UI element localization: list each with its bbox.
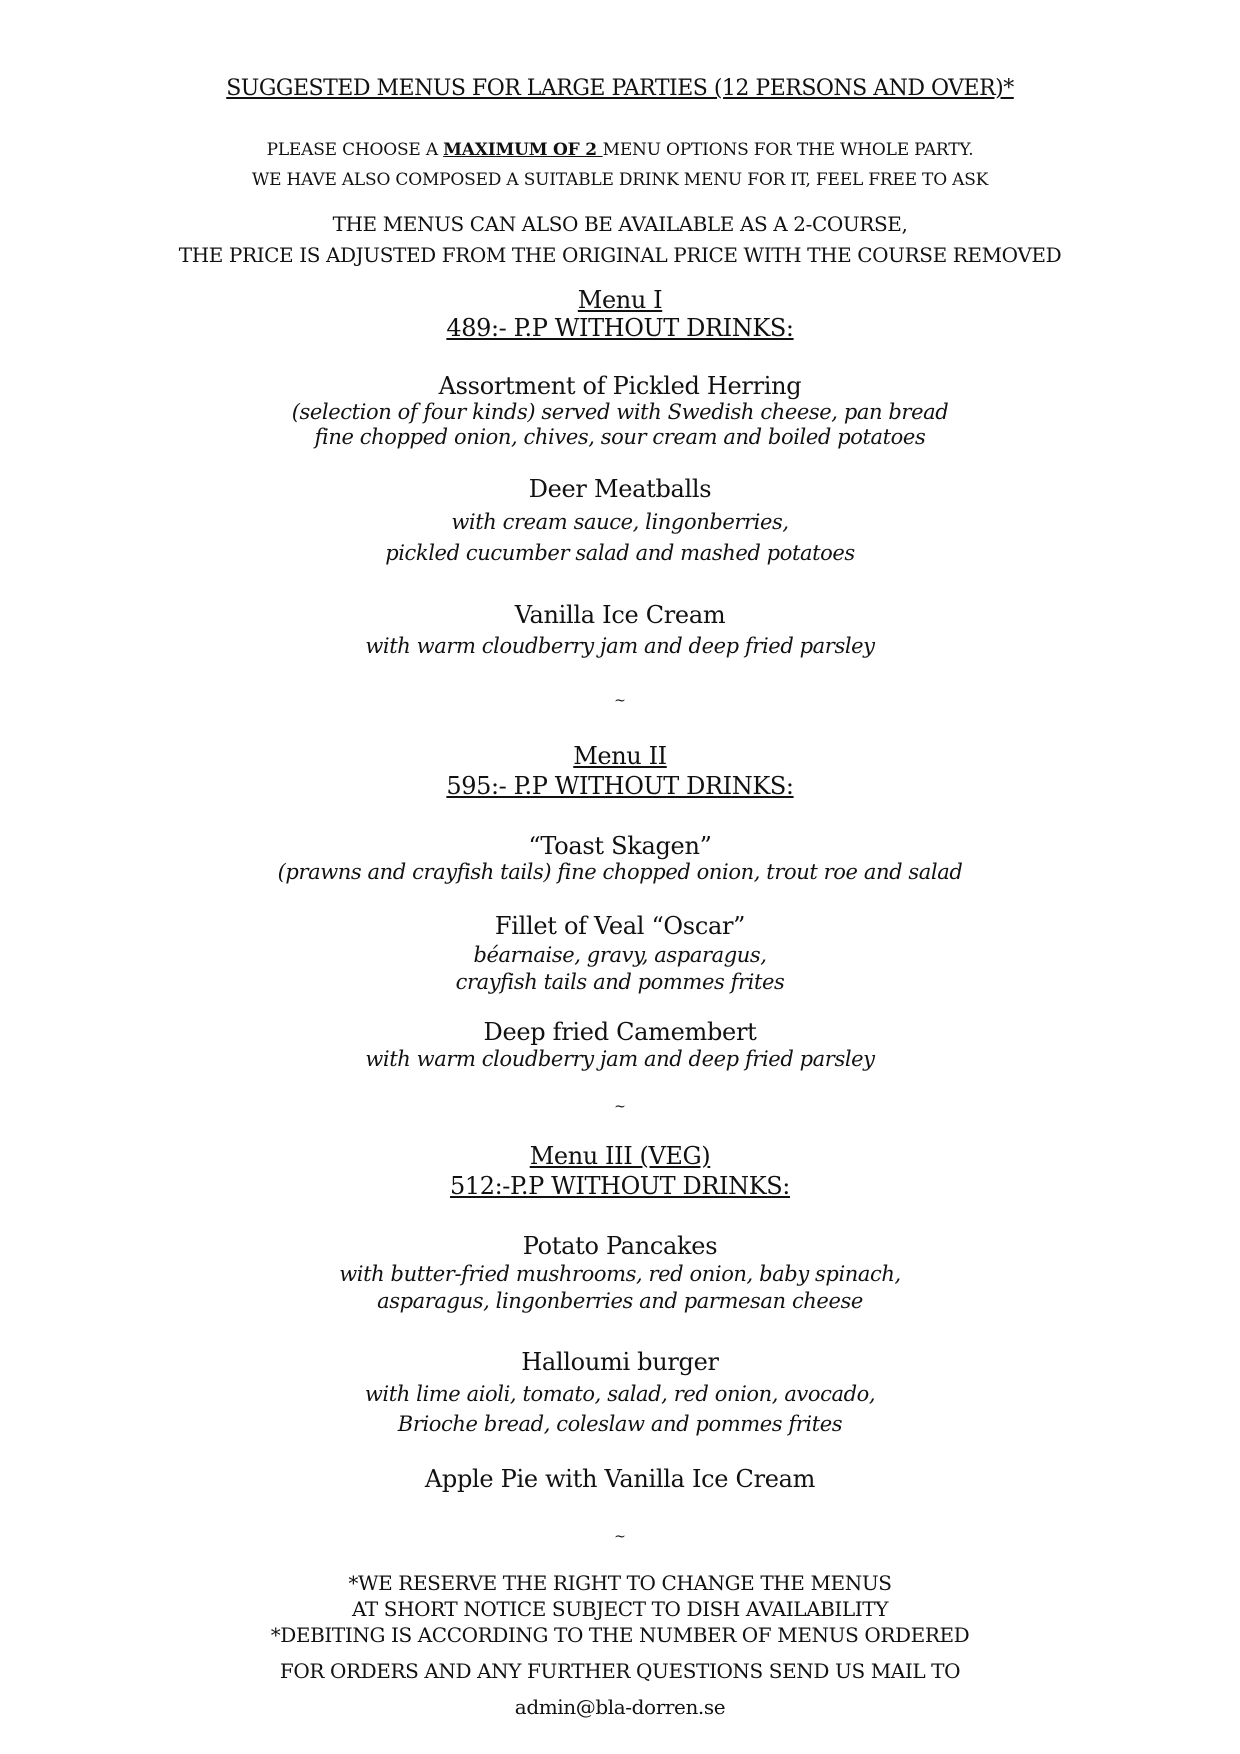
menu-2-dish-3-desc-1: with warm cloudberry jam and deep fried parsley: [365, 1047, 875, 1071]
footer-contact: FOR ORDERS AND ANY FURTHER QUESTIONS SEND US MAIL TO: [279, 1659, 961, 1683]
menu-1-dish-1-title: Assortment of Pickled Herring: [438, 372, 802, 400]
menu-1-dish-3-title: Vanilla Ice Cream: [514, 601, 726, 629]
menu-3-dish-2-title: Halloumi burger: [521, 1348, 719, 1376]
menu-2-dish-2-title: Fillet of Veal “Oscar”: [494, 912, 746, 940]
menu-1-price: 489:- P.P WITHOUT DRINKS:: [446, 314, 794, 342]
choose-prefix: PLEASE CHOOSE A: [266, 140, 444, 160]
menu-2-price: 595:- P.P WITHOUT DRINKS:: [446, 772, 794, 800]
menu-1-dish-1-desc-1: (selection of four kinds) served with Swedish cheese, pan bread: [291, 400, 949, 424]
menu-3-title: Menu III (VEG): [529, 1142, 711, 1170]
choose-instruction: [0, 142, 1240, 159]
menu-3-dish-2-desc-2: Brioche bread, coleslaw and pommes frites: [397, 1412, 843, 1436]
menu-2-dish-1-desc-1: (prawns and crayfish tails) fine chopped onion, trout roe and salad: [277, 860, 963, 884]
two-course-note: THE MENUS CAN ALSO BE AVAILABLE AS A 2-COURSE,: [332, 212, 908, 236]
separator-3: ~: [614, 1529, 626, 1545]
footer-note-3: *DEBITING IS ACCORDING TO THE NUMBER OF MENUS ORDERED: [270, 1623, 970, 1647]
menu-3-dish-1-desc-1: with butter-fried mushrooms, red onion, baby spinach,: [339, 1262, 901, 1286]
page-title: SUGGESTED MENUS FOR LARGE PARTIES (12 PERSONS AND OVER)*: [226, 76, 1014, 101]
menu-2-dish-3-title: Deep fried Camembert: [483, 1018, 757, 1046]
footer-email[interactable]: admin@bla-dorren.se: [514, 1695, 726, 1719]
drink-menu-note: WE HAVE ALSO COMPOSED A SUITABLE DRINK MENU FOR IT, FEEL FREE TO ASK: [251, 170, 989, 190]
separator-2: ~: [614, 1099, 626, 1115]
footer-note-2: AT SHORT NOTICE SUBJECT TO DISH AVAILABILITY: [351, 1597, 889, 1621]
menu-1-dish-2-title: Deer Meatballs: [528, 475, 712, 503]
menu-3-price: 512:-P.P WITHOUT DRINKS:: [450, 1172, 790, 1200]
menu-1-dish-3-desc-1: with warm cloudberry jam and deep fried parsley: [365, 634, 875, 658]
separator-1: ~: [614, 693, 626, 709]
menu-3-dish-1-desc-2: asparagus, lingonberries and parmesan cheese: [377, 1289, 863, 1313]
menu-2-dish-2-desc-2: crayfish tails and pommes frites: [455, 970, 785, 994]
menu-3-dish-3-title: Apple Pie with Vanilla Ice Cream: [424, 1465, 816, 1493]
menu-1-dish-1-desc-2: fine chopped onion, chives, sour cream and boiled potatoes: [314, 425, 926, 449]
choose-emphasis: MAXIMUM OF 2: [443, 140, 603, 160]
menu-2-dish-2-desc-1: béarnaise, gravy, asparagus,: [473, 943, 767, 967]
menu-2-title: Menu II: [573, 742, 667, 770]
menu-1-dish-2-desc-2: pickled cucumber salad and mashed potatoes: [385, 541, 855, 565]
menu-1-title: Menu I: [577, 286, 663, 314]
choose-suffix: MENU OPTIONS FOR THE WHOLE PARTY.: [602, 140, 974, 160]
menu-3-dish-1-title: Potato Pancakes: [522, 1232, 718, 1260]
menu-2-dish-1-title: “Toast Skagen”: [528, 832, 712, 860]
footer-note-1: *WE RESERVE THE RIGHT TO CHANGE THE MENUS: [348, 1571, 892, 1595]
menu-1-dish-2-desc-1: with cream sauce, lingonberries,: [451, 510, 789, 534]
menu-3-dish-2-desc-1: with lime aioli, tomato, salad, red onion, avocado,: [364, 1382, 876, 1406]
price-adjust-note: THE PRICE IS ADJUSTED FROM THE ORIGINAL PRICE WITH THE COURSE REMOVED: [178, 243, 1062, 267]
